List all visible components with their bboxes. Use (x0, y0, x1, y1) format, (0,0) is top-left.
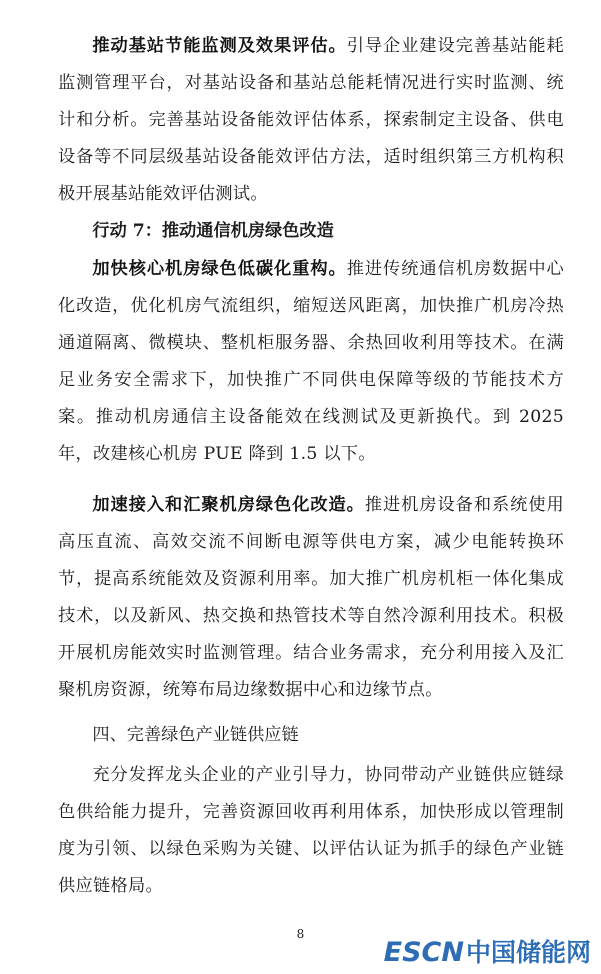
paragraph-supply-chain (58, 757, 564, 905)
watermark-cn: 中国储能网 (465, 938, 591, 967)
section-heading-four: 四、完善绿色产业链供应链 (92, 725, 299, 745)
section-heading-action-7: 行动 7：推动通信机房绿色改造 (92, 221, 334, 241)
paragraph-body: 推进传统通信机房数据中心化改造，优化机房气流组织，缩短送风距离，加快推广机房冷热通道隔离、微模块、整机柜服务器、余热回收利用等技术。在满足业务安全需求下，加快推广不同供电保障等级的节能技术方案。推动机房通信主设备能效在线测试及更新换代。到 2025 年，改建核心机房 PUE 降到 1.5 以下。 (58, 259, 564, 464)
paragraph-lead: 加快核心机房绿色低碳化重构。 (92, 259, 347, 279)
paragraph-body: 推进机房设备和系统使用高压直流、高效交流不间断电源等供电方案，减少电能转换环节，提高系统能效及资源利用率。加大推广机房机柜一体化集成技术，以及新风、热交换和热管技术等自然冷源利用技术。积极开展机房能效实时监测管理。结合业务需求，充分利用接入及汇聚机房资源，统筹布局边缘数据中心和边缘节点。 (58, 495, 564, 700)
paragraph-base-station-monitoring (58, 28, 564, 213)
paragraph-lead: 加速接入和汇聚机房绿色化改造。 (92, 495, 365, 515)
escn-watermark-logo (384, 933, 591, 969)
watermark-en: ESCN (383, 937, 464, 968)
page-number: 8 (296, 927, 305, 941)
paragraph-access-room (58, 487, 564, 709)
paragraph-body: 充分发挥龙头企业的产业引导力，协同带动产业链供应链绿色供给能力提升，完善资源回收再利用体系，加快形成以管理制度为引领、以绿色采购为关键、以评估认证为抓手的绿色产业链供应链格局。 (58, 765, 564, 896)
paragraph-body: 引导企业建设完善基站能耗监测管理平台，对基站设备和基站总能耗情况进行实时监测、统计和分析。完善基站设备能效评估体系，探索制定主设备、供电设备等不同层级基站设备能效评估方法，适时组织第三方机构积极开展基站能效评估测试。 (58, 36, 564, 204)
paragraph-core-room (58, 251, 564, 473)
paragraph-lead: 推动基站节能监测及效果评估。 (92, 36, 347, 56)
